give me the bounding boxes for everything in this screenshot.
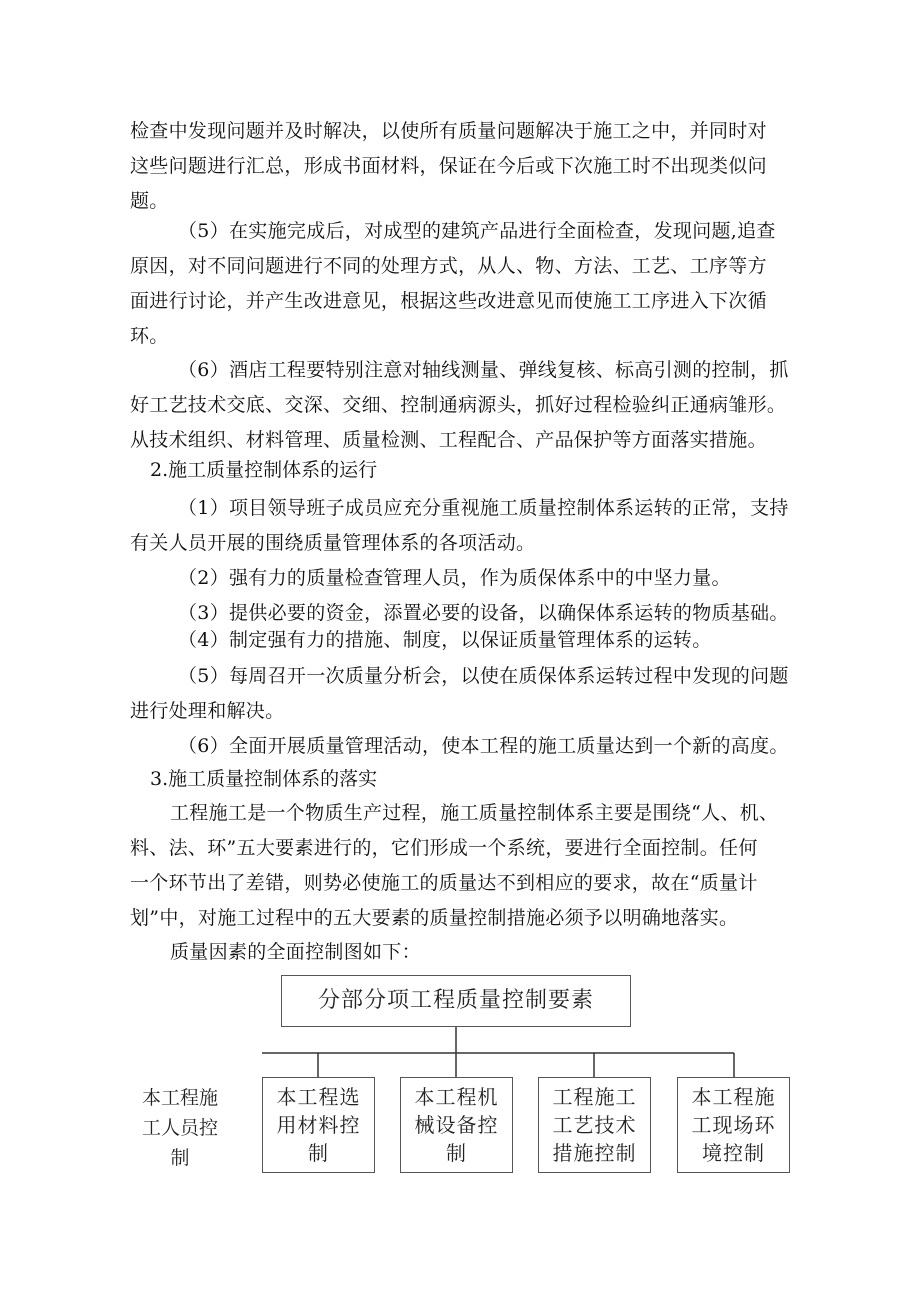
text-line: 这些问题进行汇总，形成书面材料，保证在今后或下次施工时不出现类似问 xyxy=(130,155,767,177)
node-label-line: 工艺技术 xyxy=(552,1113,637,1137)
text-line: 工程施工是一个物质生产过程，施工质量控制体系主要是围绕“人、机、 xyxy=(170,802,779,824)
text-line: （6）全面开展质量管理活动，使本工程的施工质量达到一个新的高度。 xyxy=(178,735,789,757)
diagram-root-node xyxy=(281,975,631,1027)
text-line: 质量因素的全面控制图如下： xyxy=(170,941,421,963)
text-line: 检查中发现问题并及时解决，以使所有质量问题解决于施工之中，并同时对 xyxy=(130,120,767,142)
text-line: （6）酒店工程要特别注意对轴线测量、弹线复核、标高引测的控制，抓 xyxy=(178,359,789,381)
text-line: 有关人员开展的围绕质量管理体系的各项活动。 xyxy=(130,532,536,554)
text-line: （4）制定强有力的措施、制度，以保证质量管理体系的运转。 xyxy=(178,629,712,651)
side-label-line: 工人员控 xyxy=(141,1117,218,1139)
node-label-line: 工现场环 xyxy=(691,1113,776,1137)
side-label-line: 本工程施 xyxy=(141,1087,218,1109)
text-line: 环。 xyxy=(130,325,169,347)
node-label-line: 本工程选 xyxy=(276,1085,361,1109)
text-line: 题。 xyxy=(130,190,169,212)
node-label-line: 制 xyxy=(308,1141,329,1165)
node-label-line: 措施控制 xyxy=(552,1141,637,1165)
text-line: 进行处理和解决。 xyxy=(130,700,285,722)
text-line: 面进行讨论，并产生改进意见，根据这些改进意见而使施工工序进入下次循 xyxy=(130,290,767,312)
section-heading-2: 2.施工质量控制体系的运行 xyxy=(150,459,378,481)
side-label-line: 制 xyxy=(170,1147,190,1169)
node-label-line: 械设备控 xyxy=(414,1113,499,1137)
text-line: 好工艺技术交底、交深、交细、控制通病源头，抓好过程检验纠正通病雏形。 xyxy=(130,394,787,416)
node-label-line: 工程施工 xyxy=(552,1085,637,1109)
text-line: （2）强有力的质量检查管理人员，作为质保体系中的中坚力量。 xyxy=(178,567,731,589)
diagram-node-materials xyxy=(262,1077,375,1173)
text-line: 划”中，对施工过程中的五大要素的质量控制措施必须予以明确地落实。 xyxy=(130,907,739,929)
text-line: （5）每周召开一次质量分析会，以使在质保体系运转过程中发现的问题 xyxy=(178,665,789,687)
node-label-line: 本工程施 xyxy=(691,1085,776,1109)
root-node-label: 分部分项工程质量控制要素 xyxy=(317,988,594,1013)
diagram-side-label xyxy=(130,1083,230,1173)
section-heading-3: 3.施工质量控制体系的落实 xyxy=(150,768,378,790)
text-line: 料、法、环”五大要素进行的，它们形成一个系统，要进行全面控制。任何 xyxy=(130,837,758,859)
text-line: （1）项目领导班子成员应充分重视施工质量控制体系运转的正常，支持 xyxy=(178,497,789,519)
diagram-node-methods xyxy=(538,1077,651,1173)
text-line: （3）提供必要的资金，添置必要的设备，以确保体系运转的物质基础。 xyxy=(178,602,789,624)
text-line: 从技术组织、材料管理、质量检测、工程配合、产品保护等方面落实措施。 xyxy=(130,429,767,451)
diagram-node-environment xyxy=(677,1077,790,1173)
diagram-node-machinery xyxy=(400,1077,513,1173)
node-label-line: 本工程机 xyxy=(414,1085,499,1109)
node-label-line: 制 xyxy=(446,1141,467,1165)
text-line: （5）在实施完成后，对成型的建筑产品进行全面检查，发现问题,追查 xyxy=(178,220,776,242)
node-label-line: 用材料控 xyxy=(276,1113,361,1137)
node-label-line: 境控制 xyxy=(702,1141,765,1165)
text-line: 原因，对不同问题进行不同的处理方式，从人、物、方法、工艺、工序等方 xyxy=(130,255,767,277)
text-line: 一个环节出了差错，则势必使施工的质量达不到相应的要求，故在“质量计 xyxy=(130,872,758,894)
